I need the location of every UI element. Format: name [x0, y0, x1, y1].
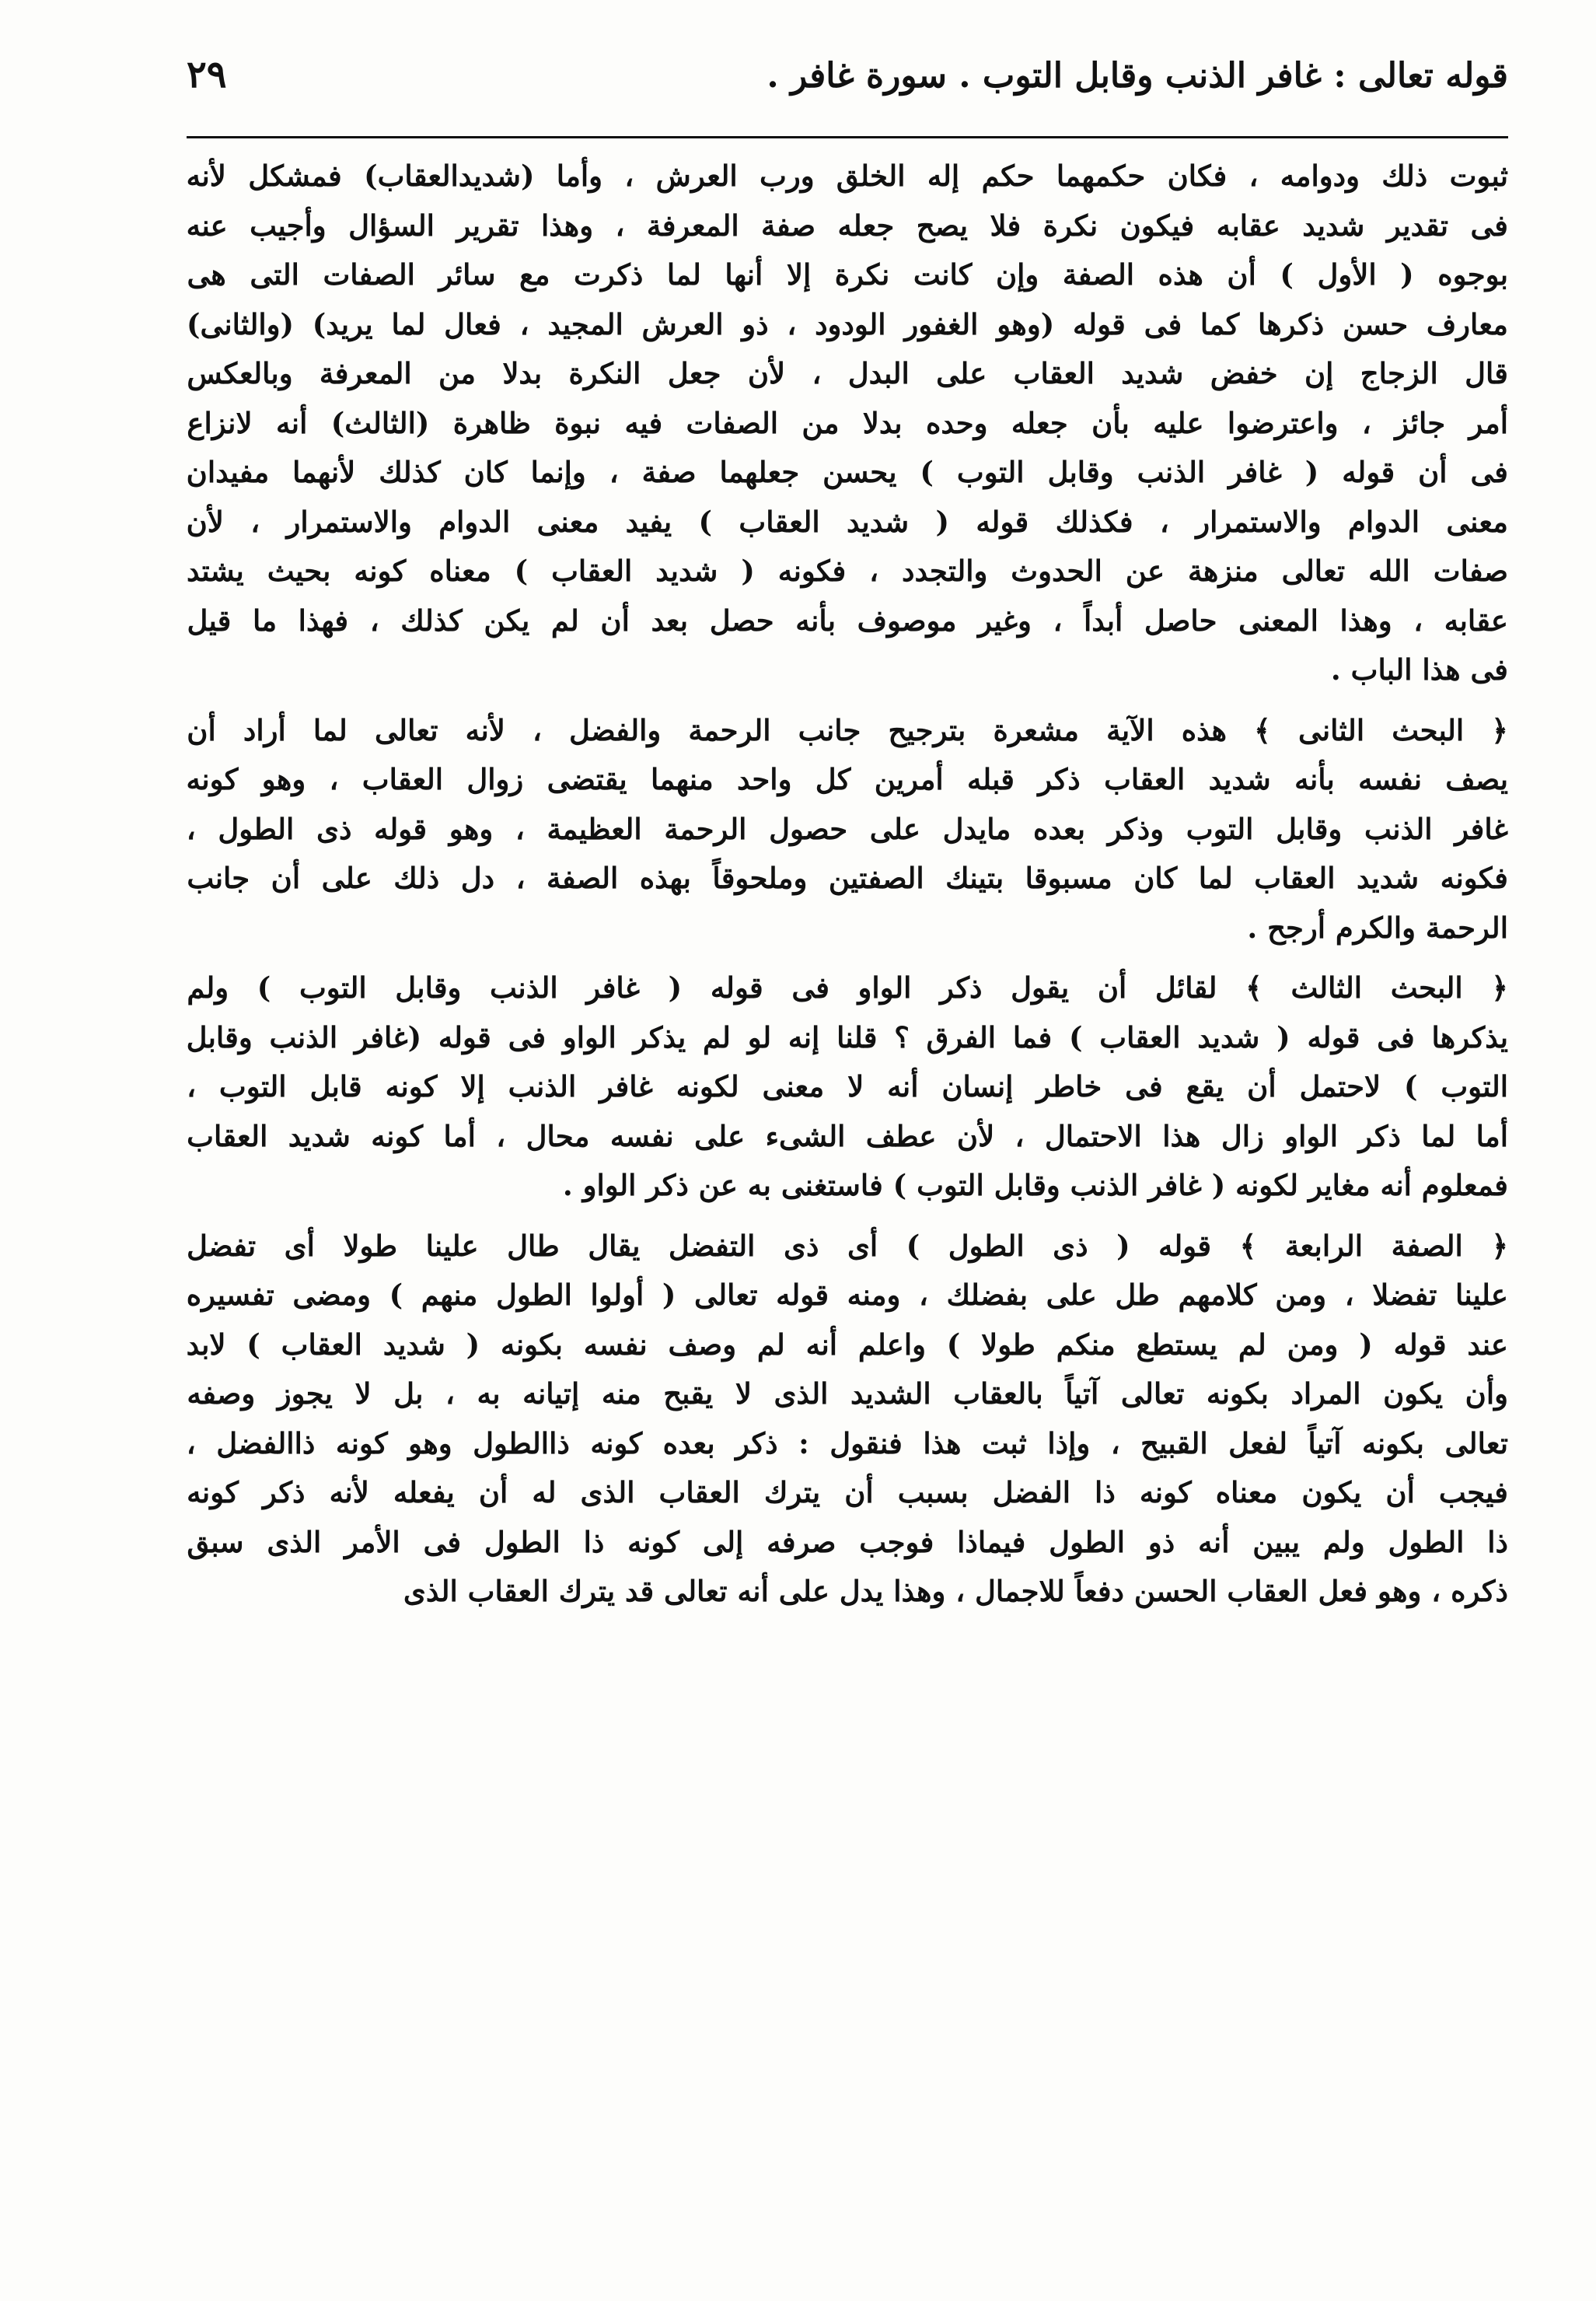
paragraph	[187, 1222, 1508, 1617]
text-line: التوب ) لاحتمل أن يقع فى خاطر إنسان أنه لا معنى لكونه غافر الذنب إلا كونه قابل التوب ،	[187, 1069, 1508, 1103]
text-line: ﴿ الصفة الرابعة ﴾ قوله ( ذى الطول ) أى ذى التفضل يقال طال علينا طولا أى تفضل	[187, 1228, 1508, 1263]
text-line: عقابه ، وهذا المعنى حاصل أبداً ، وغير موصوف بأنه حصل بعد أن لم يكن كذلك ، فهذا ما قيل	[187, 603, 1508, 638]
text-line: ذا الطول ولم يبين أنه ذو الطول فيماذا فوجب صرفه إلى كونه ذا الطول فى الأمر الذى سبق	[187, 1524, 1508, 1559]
text-line: ثبوت ذلك ودوامه ، فكان حكمهما حكم إله الخلق ورب العرش ، وأما (شديدالعقاب) فمشكل لأنه	[187, 159, 1508, 193]
text-line: فى هذا الباب .	[1330, 652, 1508, 687]
text-line: قال الزجاج إن خفض شديد العقاب على البدل ، لأن جعل النكرة بدلا من المعرفة وبالعكس	[187, 356, 1508, 390]
text-line: غافر الذنب وقابل التوب وذكر بعده مايدل على حصول الرحمة العظيمة ، وهو قوله ذى الطول ،	[187, 811, 1508, 846]
text-line: ﴿ البحث الثالث ﴾ لقائل أن يقول ذكر الواو فى قوله ( غافر الذنب وقابل التوب ) ولم	[187, 970, 1508, 1005]
text-line: أمر جائز ، واعترضوا عليه بأن جعله وحده بدلا من الصفات فيه نبوة ظاهرة (الثالث) أنه لانزاع	[187, 405, 1508, 440]
page-number: ٢٩	[187, 53, 227, 96]
text-line: عند قوله ( ومن لم يستطع منكم طولا ) واعلم أنه لم وصف نفسه بكونه ( شديد العقاب ) لابد	[187, 1327, 1508, 1362]
header-rule	[187, 136, 1508, 138]
text-line: فيجب أن يكون معناه كونه ذا الفضل بسبب أن يترك العقاب الذى له أن يفعله لأنه ذكر كونه	[187, 1475, 1508, 1509]
text-line: تعالى بكونه آتياً لفعل القبيح ، وإذا ثبت هذا فنقول : ذكر بعده كونه ذاالطول وهو كونه ذاالفضل ،	[187, 1425, 1508, 1460]
paragraph	[187, 706, 1508, 953]
text-line: ﴿ البحث الثانى ﴾ هذه الآية مشعرة بترجيح جانب الرحمة والفضل ، لأنه تعالى لما أراد أن	[187, 712, 1508, 747]
text-line: أما لما ذكر الواو زال هذا الاحتمال ، لأن عطف الشىء على نفسه محال ، أما كونه شديد العقاب	[187, 1118, 1508, 1153]
text-line: فى أن قوله ( غافر الذنب وقابل التوب ) يحسن جعلهما صفة ، وإنما كان كذلك لأنهما مفيدان	[187, 455, 1508, 489]
text-line: فمعلوم أنه مغاير لكونه ( غافر الذنب وقابل التوب ) فاستغنى به عن ذكر الواو .	[562, 1168, 1508, 1202]
text-line: ذكره ، وهو فعل العقاب الحسن دفعاً للاجمال ، وهذا يدل على أنه تعالى قد يترك العقاب الذى	[403, 1574, 1508, 1608]
text-line: بوجوه ( الأول ) أن هذه الصفة وإن كانت نكرة إلا أنها لما ذكرت مع سائر الصفات التى هى	[187, 257, 1508, 292]
running-title: قوله تعالى : غافر الذنب وقابل التوب . سورة غافر .	[767, 56, 1508, 96]
text-line: فى تقدير شديد عقابه فيكون نكرة فلا يصح جعله صفة المعرفة ، وهذا تقرير السؤال وأجيب عنه	[187, 208, 1508, 243]
text-line: وأن يكون المراد بكونه تعالى آتياً بالعقاب الشديد الذى لا يقبح منه إتيانه به ، بل لا يجوز وصفه	[187, 1376, 1508, 1411]
text-line: علينا تفضلا ، ومن كلامهم طل على بفضلك ، ومنه قوله تعالى ( أولوا الطول منهم ) ومضى تفسيره	[187, 1278, 1508, 1312]
text-line: يذكرها فى قوله ( شديد العقاب ) فما الفرق ؟ قلنا إنه لو لم يذكر الواو فى قوله (غافر الذنب وقابل	[187, 1019, 1508, 1054]
page-header	[187, 53, 1508, 107]
text-line: فكونه شديد العقاب لما كان مسبوقا بتينك الصفتين وملحوقاً بهذه الصفة ، دل ذلك على أن جانب	[187, 861, 1508, 895]
paragraph	[187, 152, 1508, 695]
paragraph	[187, 963, 1508, 1211]
text-line: معارف حسن ذكرها كما فى قوله (وهو الغفور الودود ، ذو العرش المجيد ، فعال لما يريد) (والثانى)	[187, 306, 1508, 341]
text-line: معنى الدوام والاستمرار ، فكذلك قوله ( شديد العقاب ) يفيد معنى الدوام والاستمرار ، لأن	[187, 504, 1508, 539]
body-text	[187, 152, 1508, 1628]
text-line: صفات الله تعالى منزهة عن الحدوث والتجدد ، فكونه ( شديد العقاب ) معناه كونه بحيث يشتد	[187, 554, 1508, 588]
text-line: يصف نفسه بأنه شديد العقاب ذكر قبله أمرين كل واحد منهما يقتضى زوال العقاب ، وهو كونه	[187, 762, 1508, 796]
text-line: الرحمة والكرم أرجح .	[1247, 910, 1508, 945]
